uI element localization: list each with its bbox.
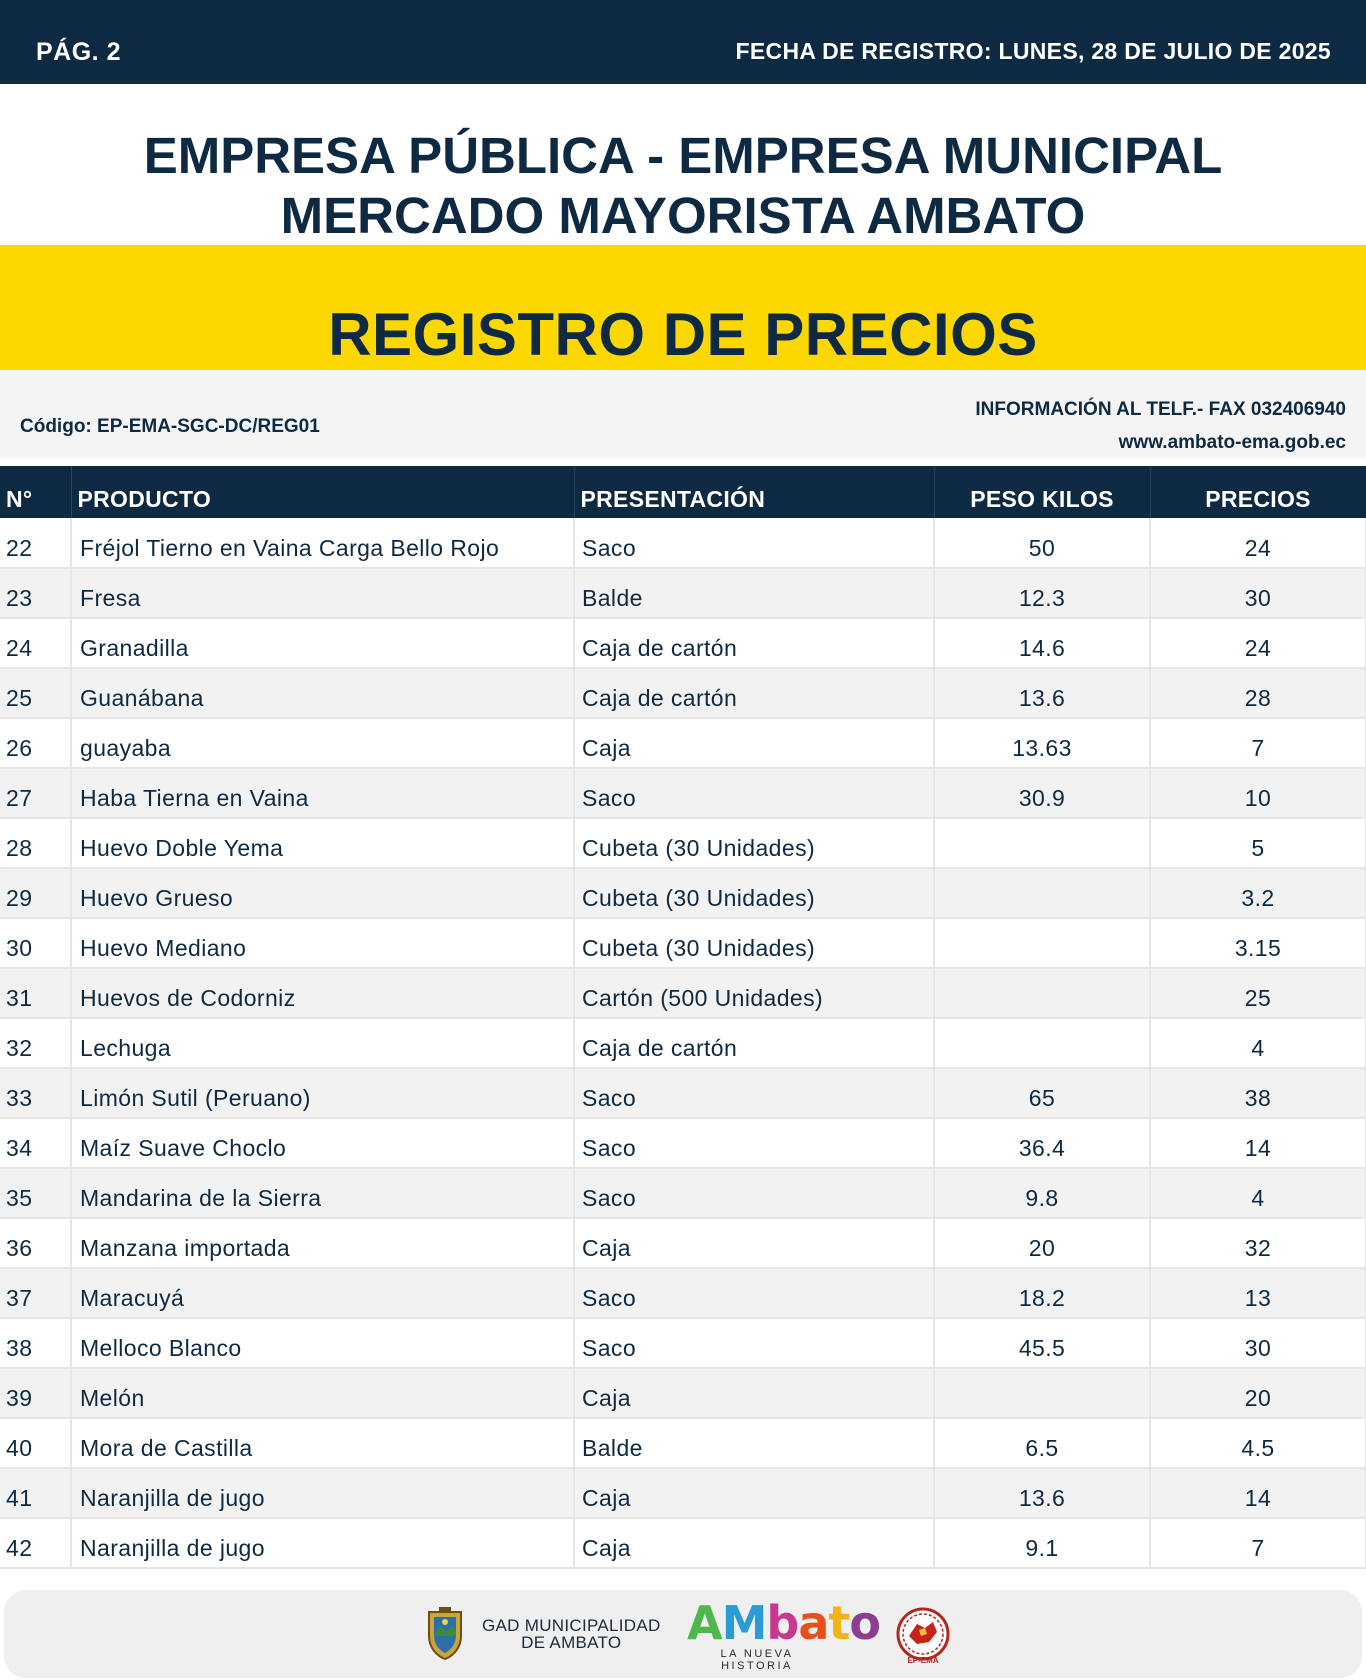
ambato-logo	[687, 1596, 880, 1672]
ambato-logo-wordmark: AMbato	[687, 1596, 880, 1650]
product-name: guayaba	[71, 718, 574, 768]
ambato-tagline: LA NUEVA HISTORIA	[720, 1648, 794, 1672]
presentation: Saco	[574, 1318, 934, 1368]
row-number: 22	[0, 518, 71, 568]
presentation: Caja de cartón	[574, 1018, 934, 1068]
price-table	[0, 466, 1366, 1569]
price: 30	[1150, 568, 1366, 618]
price: 28	[1150, 668, 1366, 718]
presentation: Cubeta (30 Unidades)	[574, 818, 934, 868]
weight-kilos: 14.6	[934, 618, 1150, 668]
presentation: Saco	[574, 1268, 934, 1318]
row-number: 26	[0, 718, 71, 768]
product-name: Haba Tierna en Vaina	[71, 768, 574, 818]
price: 4.5	[1150, 1418, 1366, 1468]
row-number: 27	[0, 768, 71, 818]
presentation: Caja de cartón	[574, 618, 934, 668]
gad-name-line2: DE AMBATO	[521, 1633, 622, 1652]
weight-kilos	[934, 1368, 1150, 1418]
table-row	[0, 968, 1366, 1018]
table-row	[0, 868, 1366, 918]
document-code: Código: EP-EMA-SGC-DC/REG01	[20, 416, 320, 437]
table-row	[0, 1318, 1366, 1368]
weight-kilos: 13.6	[934, 1468, 1150, 1518]
company-name-line2: MERCADO MAYORISTA AMBATO	[280, 187, 1086, 244]
table-row	[0, 768, 1366, 818]
product-name: Maíz Suave Choclo	[71, 1118, 574, 1168]
weight-kilos	[934, 818, 1150, 868]
price: 4	[1150, 1168, 1366, 1218]
page-number: PÁG. 2	[36, 38, 121, 66]
product-name: Huevo Doble Yema	[71, 818, 574, 868]
presentation: Cubeta (30 Unidades)	[574, 868, 934, 918]
price: 3.15	[1150, 918, 1366, 968]
presentation: Caja	[574, 1368, 934, 1418]
table-row	[0, 1518, 1366, 1568]
weight-kilos	[934, 968, 1150, 1018]
registration-date: FECHA DE REGISTRO: LUNES, 28 DE JULIO DE 2025	[735, 38, 1331, 64]
gad-name-line1: GAD MUNICIPALIDAD	[482, 1616, 661, 1635]
presentation: Cartón (500 Unidades)	[574, 968, 934, 1018]
column-header-presentation: PRESENTACIÓN	[574, 466, 934, 518]
row-number: 31	[0, 968, 71, 1018]
price: 14	[1150, 1118, 1366, 1168]
product-name: Lechuga	[71, 1018, 574, 1068]
price: 32	[1150, 1218, 1366, 1268]
row-number: 41	[0, 1468, 71, 1518]
weight-kilos: 13.6	[934, 668, 1150, 718]
weight-kilos: 9.1	[934, 1518, 1150, 1568]
contact-phone: INFORMACIÓN AL TELF.- FAX 032406940	[975, 399, 1346, 420]
presentation: Caja	[574, 1218, 934, 1268]
row-number: 40	[0, 1418, 71, 1468]
row-number: 29	[0, 868, 71, 918]
row-number: 32	[0, 1018, 71, 1068]
table-row	[0, 1268, 1366, 1318]
row-number: 42	[0, 1518, 71, 1568]
product-name: Manzana importada	[71, 1218, 574, 1268]
product-name: Naranjilla de jugo	[71, 1468, 574, 1518]
municipal-seal-icon	[425, 1606, 465, 1660]
row-number: 24	[0, 618, 71, 668]
product-name: Limón Sutil (Peruano)	[71, 1068, 574, 1118]
row-number: 35	[0, 1168, 71, 1218]
column-header-number: N°	[0, 466, 71, 518]
row-number: 30	[0, 918, 71, 968]
row-number: 36	[0, 1218, 71, 1268]
column-header-weight: PESO KILOS	[934, 466, 1150, 518]
presentation: Saco	[574, 1118, 934, 1168]
product-name: Huevos de Codorniz	[71, 968, 574, 1018]
presentation: Caja	[574, 1468, 934, 1518]
price: 13	[1150, 1268, 1366, 1318]
weight-kilos: 30.9	[934, 768, 1150, 818]
table-row	[0, 1468, 1366, 1518]
ep-ema-logo-icon	[895, 1606, 951, 1666]
row-number: 23	[0, 568, 71, 618]
weight-kilos: 12.3	[934, 568, 1150, 618]
weight-kilos: 18.2	[934, 1268, 1150, 1318]
website-link[interactable]: www.ambato-ema.gob.ec	[1118, 432, 1346, 453]
row-number: 38	[0, 1318, 71, 1368]
weight-kilos: 9.8	[934, 1168, 1150, 1218]
product-name: Guanábana	[71, 668, 574, 718]
table-row	[0, 668, 1366, 718]
presentation: Saco	[574, 518, 934, 568]
price: 24	[1150, 518, 1366, 568]
price: 7	[1150, 1518, 1366, 1568]
weight-kilos	[934, 868, 1150, 918]
price: 3.2	[1150, 868, 1366, 918]
product-name: Maracuyá	[71, 1268, 574, 1318]
price: 4	[1150, 1018, 1366, 1068]
row-number: 25	[0, 668, 71, 718]
weight-kilos: 50	[934, 518, 1150, 568]
presentation: Balde	[574, 1418, 934, 1468]
table-row	[0, 568, 1366, 618]
weight-kilos: 20	[934, 1218, 1150, 1268]
row-number: 28	[0, 818, 71, 868]
row-number: 34	[0, 1118, 71, 1168]
product-name: Granadilla	[71, 618, 574, 668]
row-number: 39	[0, 1368, 71, 1418]
column-header-product: PRODUCTO	[71, 466, 574, 518]
price: 38	[1150, 1068, 1366, 1118]
top-bar	[0, 0, 1366, 84]
weight-kilos: 6.5	[934, 1418, 1150, 1468]
product-name: Melón	[71, 1368, 574, 1418]
price: 30	[1150, 1318, 1366, 1368]
footer-logos	[4, 1590, 1362, 1678]
table-row	[0, 1218, 1366, 1268]
weight-kilos: 36.4	[934, 1118, 1150, 1168]
table-row	[0, 1068, 1366, 1118]
table-row	[0, 1368, 1366, 1418]
row-number: 33	[0, 1068, 71, 1118]
product-name: Fréjol Tierno en Vaina Carga Bello Rojo	[71, 518, 574, 568]
product-name: Mora de Castilla	[71, 1418, 574, 1468]
weight-kilos: 65	[934, 1068, 1150, 1118]
product-name: Melloco Blanco	[71, 1318, 574, 1368]
table-row	[0, 518, 1366, 568]
table-row	[0, 1418, 1366, 1468]
price: 7	[1150, 718, 1366, 768]
presentation: Cubeta (30 Unidades)	[574, 918, 934, 968]
price: 10	[1150, 768, 1366, 818]
weight-kilos: 13.63	[934, 718, 1150, 768]
presentation: Caja	[574, 718, 934, 768]
table-row	[0, 718, 1366, 768]
presentation: Caja	[574, 1518, 934, 1568]
table-body	[0, 518, 1366, 1568]
product-name: Fresa	[71, 568, 574, 618]
weight-kilos	[934, 918, 1150, 968]
price: 24	[1150, 618, 1366, 668]
column-header-price: PRECIOS	[1150, 466, 1366, 518]
presentation: Saco	[574, 768, 934, 818]
product-name: Huevo Mediano	[71, 918, 574, 968]
weight-kilos	[934, 1018, 1150, 1068]
table-header-row	[0, 466, 1366, 518]
company-name-line1: EMPRESA PÚBLICA - EMPRESA MUNICIPAL	[143, 127, 1223, 184]
row-number: 37	[0, 1268, 71, 1318]
presentation: Saco	[574, 1168, 934, 1218]
table-row	[0, 1018, 1366, 1068]
company-heading	[0, 126, 1366, 246]
table-row	[0, 918, 1366, 968]
table-row	[0, 618, 1366, 668]
product-name: Naranjilla de jugo	[71, 1518, 574, 1568]
table-row	[0, 1118, 1366, 1168]
svg-text:EP-EMA: EP-EMA	[907, 1656, 939, 1665]
price: 20	[1150, 1368, 1366, 1418]
weight-kilos: 45.5	[934, 1318, 1150, 1368]
price: 25	[1150, 968, 1366, 1018]
table-row	[0, 1168, 1366, 1218]
section-title: REGISTRO DE PRECIOS	[328, 301, 1038, 368]
product-name: Huevo Grueso	[71, 868, 574, 918]
price: 5	[1150, 818, 1366, 868]
price: 14	[1150, 1468, 1366, 1518]
presentation: Balde	[574, 568, 934, 618]
presentation: Saco	[574, 1068, 934, 1118]
gad-municipality-name	[482, 1617, 661, 1651]
product-name: Mandarina de la Sierra	[71, 1168, 574, 1218]
table-row	[0, 818, 1366, 868]
presentation: Caja de cartón	[574, 668, 934, 718]
